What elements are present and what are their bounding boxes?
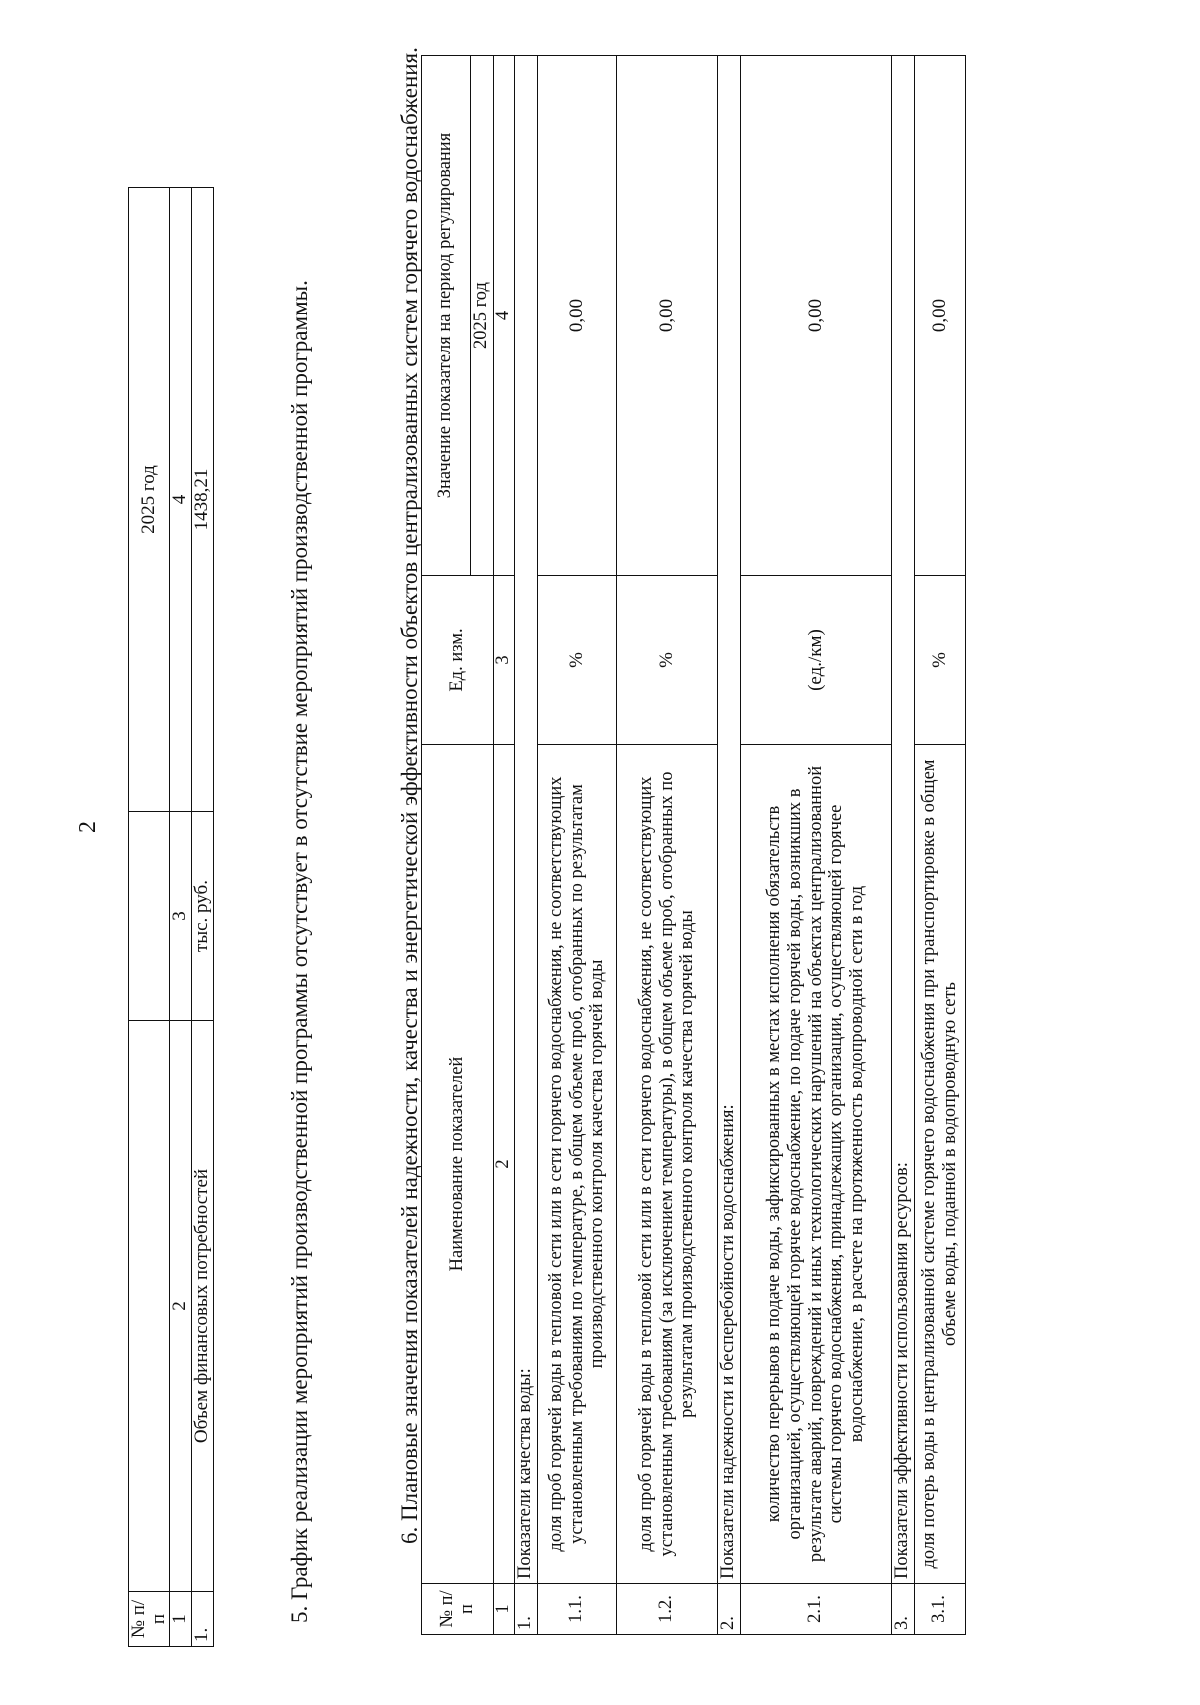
row-name-text: доля проб горячей воды в тепловой сети или в сети горячего водоснабжения, не соответствующих установленным требованиям (за исключением температуры), в общем объеме проб, отобранных по результатам производственного контроля качества горячей воды [635, 771, 698, 1557]
row-value: 0,00 [741, 56, 892, 576]
section-title: Показатели эффективности использования ресурсов: [892, 56, 915, 1584]
header-num: № п/п [129, 1592, 170, 1647]
row-name-text: количество перерывов в подаче воды, зафиксированных в местах исполнения обязательств организацией, осуществляющей горячее водоснабжение, по подаче горячей воды, возникших в результате аварий, повреждений и иных технологических нарушений на объектах централизованной системы горячего водоснабжения, принадлежащих организации, осуществляющей горячее водоснабжение, в расчете на протяженность водопроводной сети в год [764, 765, 868, 1563]
row-unit: % [538, 576, 617, 745]
row-num: 2.1. [741, 1584, 892, 1635]
section-5-text: 5. График реализации мероприятий производственной программы отсутствует в отсутствие мероприятий производственной программы. [287, 280, 312, 1623]
row-name [915, 745, 966, 1584]
row-value: 0,00 [538, 56, 617, 576]
row-unit: тыс. руб. [191, 812, 213, 1021]
section-title: Показатели качества воды: [515, 56, 538, 1584]
header-year: 2025 год [129, 188, 170, 812]
table-header-row [422, 56, 471, 1635]
row-name [741, 745, 892, 1584]
row-num: 1. [191, 1592, 213, 1647]
column-number-row [494, 56, 515, 1635]
header-value: Значение показателя на период регулирования [422, 56, 471, 576]
col-number-1: 1 [169, 1592, 191, 1647]
table-row [741, 56, 892, 1635]
header-unit: Ед. изм. [422, 576, 494, 745]
row-value: 0,00 [915, 56, 966, 576]
header-year: 2025 год [471, 56, 494, 576]
row-num: 1.1. [538, 1584, 617, 1635]
table-row [915, 56, 966, 1635]
row-value: 0,00 [617, 56, 718, 576]
col-number-2: 2 [494, 745, 515, 1584]
page-number: 2 [75, 821, 101, 833]
section-row-reliability [718, 56, 741, 1635]
indicators-table [421, 55, 966, 1635]
row-value: 1438,21 [191, 188, 213, 812]
header-name [129, 1021, 170, 1592]
row-num: 1.2. [617, 1584, 718, 1635]
col-number-1: 1 [494, 1584, 515, 1635]
row-name-text: доля потерь воды в централизованной системе горячего водоснабжения при транспортировке в общем объеме воды, поданной в водопроводную сеть [919, 759, 960, 1569]
table-row [538, 56, 617, 1635]
table-row [191, 188, 213, 1647]
section-num: 3. [892, 1584, 915, 1635]
financial-needs-table [128, 187, 214, 1647]
table-header-row [129, 188, 170, 1647]
row-unit: % [915, 576, 966, 745]
row-unit: % [617, 576, 718, 745]
section-6-text: 6. Плановые значения показателей надежности, качества и энергетической эффективности объектов централизованных систем горячего водоснабжения. [397, 47, 422, 1544]
row-num: 3.1. [915, 1584, 966, 1635]
table-row [617, 56, 718, 1635]
header-name: Наименование показателей [422, 745, 494, 1584]
header-unit [129, 812, 170, 1021]
section-num: 1. [515, 1584, 538, 1635]
col-number-3: 3 [494, 576, 515, 745]
col-number-3: 3 [169, 812, 191, 1021]
section-row-efficiency [892, 56, 915, 1635]
col-number-2: 2 [169, 1021, 191, 1592]
section-num: 2. [718, 1584, 741, 1635]
header-num: № п/п [422, 1584, 494, 1635]
section-row-quality [515, 56, 538, 1635]
row-unit: (ед./км) [741, 576, 892, 745]
col-number-4: 4 [494, 56, 515, 576]
row-name: Объем финансовых потребностей [191, 1021, 213, 1592]
row-name-text: доля проб горячей воды в тепловой сети или в сети горячего водоснабжения, не соответствующих установленным требованиям по температуре, в общем объеме проб, отобранных по результатам производственного контроля качества горячей воды [545, 776, 608, 1552]
section-title: Показатели надежности и бесперебойности водоснабжения: [718, 56, 741, 1584]
row-name [617, 745, 718, 1584]
row-name [538, 745, 617, 1584]
col-number-4: 4 [169, 188, 191, 812]
column-number-row [169, 188, 191, 1647]
